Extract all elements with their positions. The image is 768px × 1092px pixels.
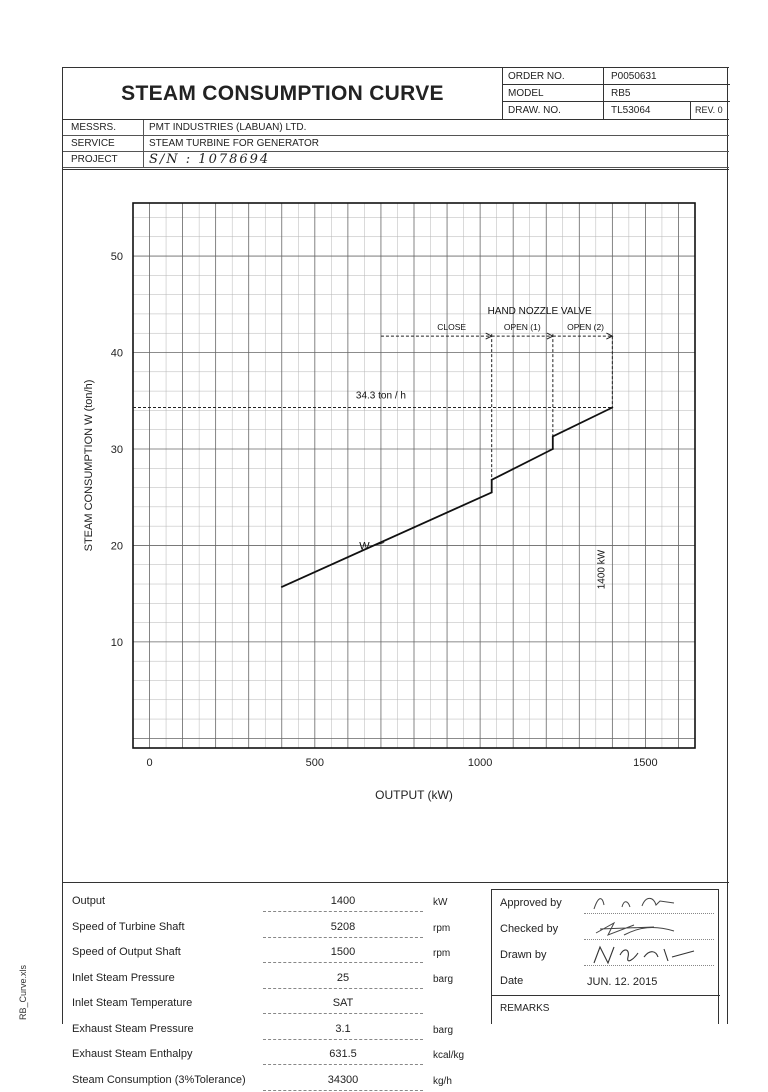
spec-value: SAT bbox=[263, 997, 423, 1014]
x-tick-label: 0 bbox=[146, 757, 153, 769]
y-tick-label: 10 bbox=[110, 636, 123, 649]
valve-title: HAND NOZZLE VALVE bbox=[487, 306, 592, 318]
spec-unit: barg bbox=[433, 1024, 454, 1036]
series-label-w: W bbox=[359, 540, 370, 553]
spec-unit: rpm bbox=[433, 922, 451, 934]
date-value: JUN. 12. 2015 bbox=[587, 976, 658, 988]
x-axis-label: OUTPUT (kW) bbox=[375, 788, 453, 802]
y-tick-label: 50 bbox=[110, 251, 123, 264]
drawn-by-row bbox=[492, 942, 720, 968]
drawn-by-label: Drawn by bbox=[500, 949, 547, 961]
approved-by-signature bbox=[584, 891, 714, 914]
model-value: RB5 bbox=[611, 88, 631, 99]
messrs-row bbox=[63, 120, 729, 136]
spec-label: Steam Consumption (3%Tolerance) bbox=[72, 1073, 246, 1086]
date-row bbox=[492, 968, 720, 994]
project-row bbox=[63, 152, 729, 168]
x-tick-label: 1500 bbox=[633, 757, 658, 769]
messrs-value: PMT INDUSTRIES (LABUAN) LTD. bbox=[149, 122, 307, 133]
series-point bbox=[552, 436, 554, 438]
valve-open1-label: OPEN (1) bbox=[503, 322, 541, 333]
spec-unit: kW bbox=[433, 897, 448, 908]
remarks-label: REMARKS bbox=[492, 995, 720, 1021]
date-label: Date bbox=[500, 975, 524, 987]
service-label: SERVICE bbox=[71, 138, 115, 149]
y-axis-label: STEAM CONSUMPTION W (ton/h) bbox=[83, 379, 95, 552]
spec-value: 3.1 bbox=[263, 1023, 423, 1040]
series-point bbox=[491, 479, 493, 481]
file-name-label: RB_Curve.xls bbox=[18, 964, 28, 1020]
spec-label: Speed of Output Shaft bbox=[72, 946, 181, 958]
order-no-row bbox=[503, 68, 730, 85]
spec-row bbox=[63, 1016, 493, 1041]
model-row bbox=[503, 85, 730, 102]
spec-value: 34300 bbox=[263, 1074, 423, 1091]
spec-label: Speed of Turbine Shaft bbox=[72, 920, 185, 933]
project-serial-handwritten: S/N : 1078694 bbox=[149, 152, 271, 167]
x-tick-label: 1000 bbox=[467, 757, 493, 769]
drawing-sheet bbox=[62, 67, 728, 1087]
service-row bbox=[63, 136, 729, 152]
service-value: STEAM TURBINE FOR GENERATOR bbox=[149, 138, 320, 149]
spec-label: Inlet Steam Temperature bbox=[72, 997, 193, 1009]
approved-by-label: Approved by bbox=[500, 897, 562, 909]
spec-unit: rpm bbox=[433, 948, 451, 959]
spec-row bbox=[63, 888, 493, 913]
series-point bbox=[491, 491, 493, 493]
spec-value: 631.5 bbox=[263, 1048, 423, 1065]
series-point bbox=[552, 448, 554, 450]
drawn-by-signature bbox=[584, 943, 714, 966]
spec-value: 5208 bbox=[263, 921, 423, 938]
x-tick-label: 500 bbox=[305, 757, 325, 769]
specification-table bbox=[63, 883, 729, 1087]
spec-label: Inlet Steam Pressure bbox=[72, 971, 175, 984]
title-block bbox=[63, 67, 729, 120]
project-info-table bbox=[63, 120, 729, 170]
spec-value: 1500 bbox=[263, 946, 423, 963]
series-point bbox=[611, 407, 613, 409]
y-tick-label: 30 bbox=[110, 443, 123, 456]
chart-svg bbox=[63, 173, 729, 883]
spec-row bbox=[63, 939, 493, 964]
draw-no-label: DRAW. NO. bbox=[508, 105, 561, 116]
messrs-label: MESSRS. bbox=[71, 122, 117, 133]
draw-no-value: TL53064 bbox=[611, 105, 651, 116]
spec-row bbox=[63, 990, 493, 1015]
series-point bbox=[281, 586, 283, 588]
spec-row bbox=[63, 1041, 493, 1066]
checked-by-row bbox=[492, 916, 720, 942]
spec-label: Exhaust Steam Enthalpy bbox=[72, 1048, 193, 1060]
order-no-value: P0050631 bbox=[611, 71, 657, 82]
spec-unit: kcal/kg bbox=[433, 1050, 465, 1061]
valve-open2-label: OPEN (2) bbox=[567, 322, 605, 333]
checked-by-label: Checked by bbox=[500, 923, 559, 935]
spec-value: 25 bbox=[263, 972, 423, 989]
spec-unit: barg bbox=[433, 973, 454, 985]
spec-row bbox=[63, 1067, 493, 1092]
y-tick-label: 40 bbox=[110, 347, 123, 360]
valve-close-label: CLOSE bbox=[437, 322, 467, 333]
spec-unit: kg/h bbox=[433, 1075, 452, 1087]
spec-value: 1400 bbox=[263, 895, 423, 912]
checked-by-signature bbox=[584, 917, 714, 940]
approved-by-row bbox=[492, 890, 720, 916]
project-label: PROJECT bbox=[71, 154, 118, 165]
steam-consumption-chart bbox=[63, 173, 729, 883]
spec-row bbox=[63, 914, 493, 939]
order-meta-table bbox=[502, 68, 729, 120]
order-no-label: ORDER NO. bbox=[508, 71, 565, 82]
document-title: STEAM CONSUMPTION CURVE bbox=[121, 82, 444, 105]
reference-line-label: 34.3 ton / h bbox=[355, 390, 406, 402]
model-label: MODEL bbox=[508, 88, 544, 99]
spec-row bbox=[63, 965, 493, 990]
spec-label: Output bbox=[72, 895, 106, 907]
revision-label: REV. 0 bbox=[690, 102, 723, 120]
y-tick-label: 20 bbox=[110, 540, 123, 553]
draw-no-row bbox=[503, 102, 730, 120]
approval-block bbox=[491, 889, 719, 1024]
output-marker-label: 1400 kW bbox=[596, 549, 608, 590]
spec-label: Exhaust Steam Pressure bbox=[72, 1022, 194, 1035]
